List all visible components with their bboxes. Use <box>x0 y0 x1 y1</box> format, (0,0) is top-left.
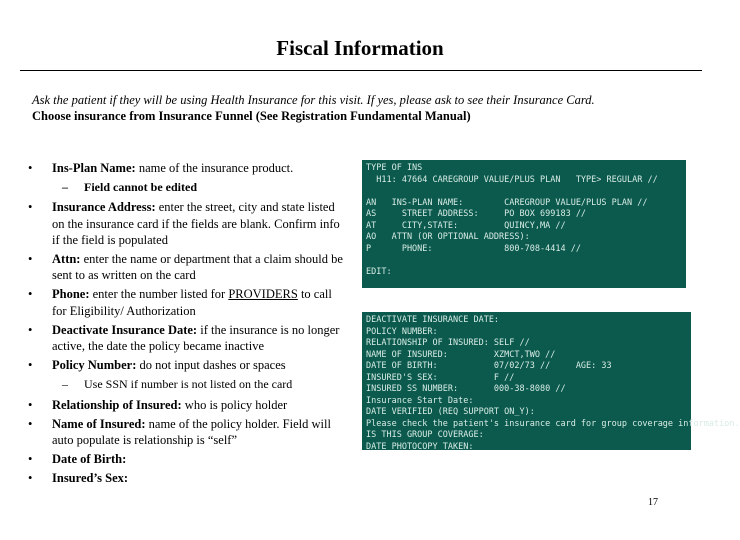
sub-bullet-text: Field cannot be edited <box>84 180 197 195</box>
terminal-line <box>366 186 682 198</box>
bullet-dot: • <box>28 416 33 431</box>
terminal-line: Please check the patient's insurance card for group coverage information. <box>366 418 740 429</box>
terminal-line: DATE OF BIRTH: 07/02/73 // AGE: 33 <box>366 361 612 371</box>
terminal-line: DATE VERIFIED (REQ SUPPORT ON_Y): <box>366 407 535 417</box>
bullet-date-of-birth <box>28 451 348 467</box>
bullet-text: if the insurance is no longer active, the date the policy became inactive <box>52 322 340 354</box>
bullet-ins-plan-name <box>28 160 348 176</box>
terminal-line: INSURED SS NUMBER: 000-38-8080 // <box>366 384 566 394</box>
bullet-label: Insurance Address: <box>52 200 156 215</box>
terminal-line: P PHONE: 800-708-4414 // <box>366 243 581 254</box>
bullet-dot: • <box>28 322 33 337</box>
terminal-screenshot-insurance-plan <box>362 160 686 288</box>
bullet-dot: • <box>28 471 33 486</box>
bullet-text: name of the policy holder. Field will auto populate is relationship is “self” <box>52 416 331 448</box>
bullet-dot: • <box>28 161 33 175</box>
bullet-text: name of the insurance product. <box>135 161 294 175</box>
bullet-dot: • <box>28 200 33 215</box>
bullet-dot: • <box>28 397 33 412</box>
instruction-line-1: Ask the patient if they will be using Health Insurance for this visit. If yes, please ask to see their Insurance Card. <box>32 93 595 107</box>
bullet-label: Ins-Plan Name: <box>52 161 136 175</box>
page-title: Fiscal Information <box>276 36 444 60</box>
bullet-label: Name of Insured: <box>52 416 146 431</box>
bullet-dot: • <box>28 358 33 373</box>
bullet-text: to call for Eligibility/ Authorization <box>52 287 332 318</box>
bullet-text: enter the name or department that a claim should be sent to as written on the card <box>52 252 343 283</box>
instruction-line-2: Choose insurance from Insurance Funnel (See Registration Fundamental Manual) <box>32 109 471 123</box>
bullet-attn <box>28 251 348 283</box>
providers-underlined-text: PROVIDERS <box>228 287 298 302</box>
instructions <box>32 92 712 124</box>
terminal-line: AO ATTN (OR OPTIONAL ADDRESS): <box>366 232 530 242</box>
terminal-line: AT CITY,STATE: QUINCY,MA // <box>366 220 566 231</box>
terminal-line: Insurance Start Date: <box>366 395 474 406</box>
bullet-insureds-sex <box>28 470 348 486</box>
bullet-label: Date of Birth: <box>52 452 127 467</box>
terminal-line <box>366 255 682 267</box>
bullet-label: Deactivate Insurance Date: <box>52 322 198 337</box>
sub-bullet-text: Use SSN if number is not listed on the card <box>84 377 293 392</box>
bullet-name-of-insured <box>28 416 348 448</box>
terminal-line: EDIT: <box>366 266 392 277</box>
bullet-dot: • <box>28 287 33 302</box>
page-number: 17 <box>648 497 658 508</box>
terminal-line: DEACTIVATE INSURANCE DATE: <box>366 315 500 325</box>
bullet-policy-number <box>28 357 348 373</box>
bullet-text: enter the street, city and state listed on the insurance card if the fields are blank. Confirm info if the field is populated <box>52 200 340 247</box>
bullet-dot: • <box>28 452 33 467</box>
field-bullet-list <box>28 160 348 490</box>
bullet-label: Policy Number: <box>52 358 137 373</box>
terminal-line: TYPE OF INS <box>366 163 423 173</box>
title-divider <box>20 70 702 71</box>
bullet-dot: • <box>28 252 33 267</box>
bullet-text: who is policy holder <box>181 397 288 412</box>
sub-bullet-use-ssn <box>28 376 348 392</box>
terminal-line: RELATIONSHIP OF INSURED: SELF // <box>366 338 530 348</box>
sub-bullet-dash: – <box>62 377 68 392</box>
bullet-relationship-of-insured <box>28 397 348 413</box>
bullet-label: Relationship of Insured: <box>52 397 182 412</box>
bullet-deactivate-insurance-date <box>28 322 348 354</box>
terminal-line: H11: 47664 CAREGROUP VALUE/PLUS PLAN TYPE> REGULAR // <box>366 174 658 185</box>
bullet-label: Phone: <box>52 287 90 302</box>
terminal-line: AN INS-PLAN NAME: CAREGROUP VALUE/PLUS PLAN // <box>366 197 648 208</box>
sub-bullet-dash: – <box>62 180 68 195</box>
bullet-insurance-address <box>28 199 348 248</box>
bullet-phone <box>28 286 348 318</box>
bullet-label: Insured’s Sex: <box>52 471 129 486</box>
bullet-label: Attn: <box>52 252 81 267</box>
bullet-text: enter the number listed for <box>89 287 229 302</box>
sub-bullet-field-not-editable <box>28 179 348 195</box>
terminal-line: DATE PHOTOCOPY TAKEN: <box>366 441 474 452</box>
terminal-line: INSURED'S SEX: F // <box>366 372 515 383</box>
bullet-text: do not input dashes or spaces <box>136 358 286 373</box>
terminal-line: IS THIS GROUP COVERAGE: <box>366 430 484 440</box>
terminal-line: NAME OF INSURED: XZMCT,TWO // <box>366 349 556 360</box>
terminal-line: AS STREET ADDRESS: PO BOX 699183 // <box>366 209 587 219</box>
terminal-screenshot-policy-details <box>362 312 740 452</box>
terminal-line: POLICY NUMBER: <box>366 326 438 337</box>
